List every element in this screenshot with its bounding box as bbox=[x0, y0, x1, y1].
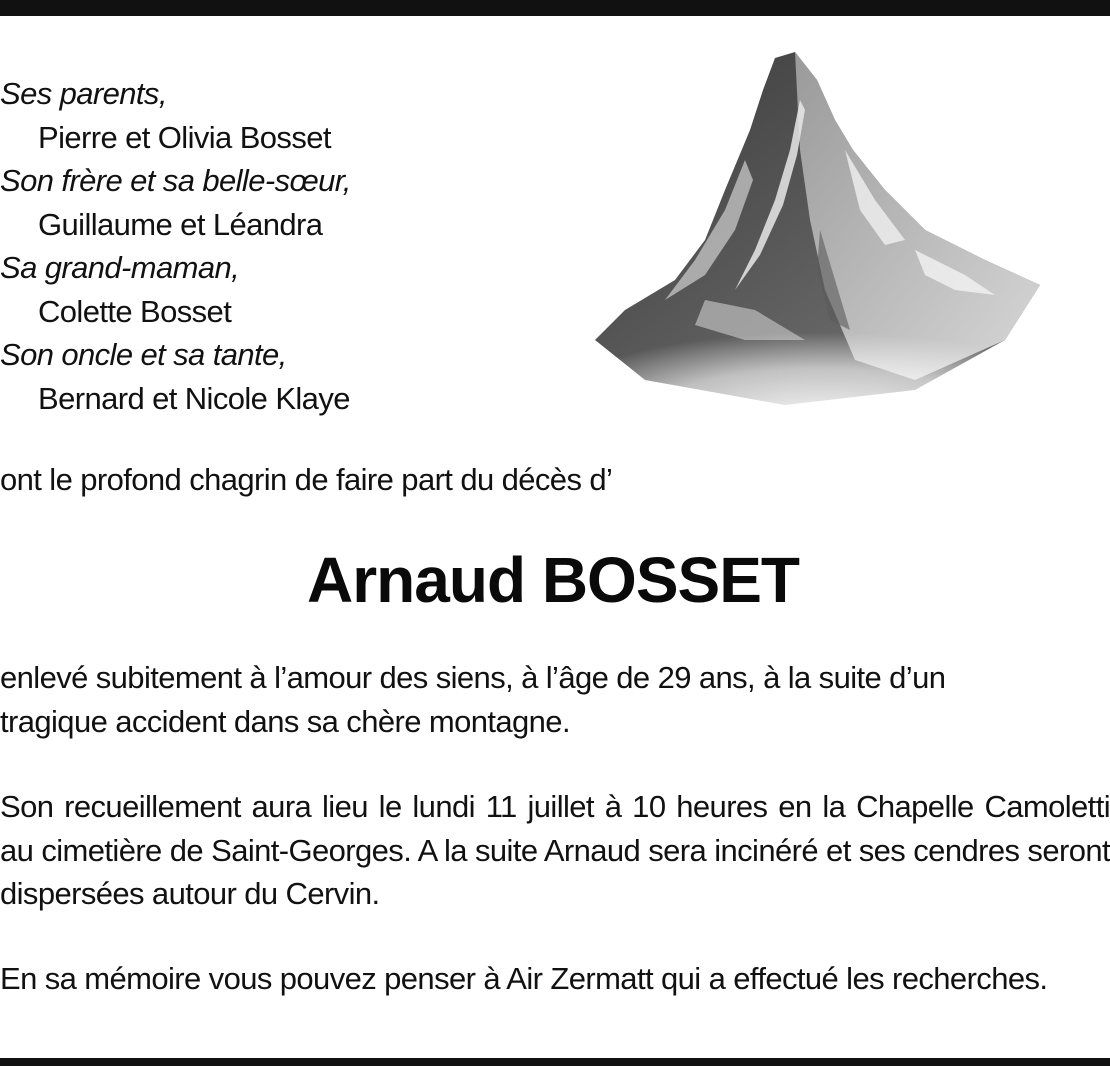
family-names: Guillaume et Léandra bbox=[38, 206, 323, 242]
family-relation: Sa grand-maman, bbox=[0, 250, 240, 285]
family-names: Bernard et Nicole Klaye bbox=[38, 380, 350, 416]
bottom-border-rule bbox=[0, 1058, 1110, 1066]
paragraph-ceremony: Son recueillement aura lieu le lundi 11 juillet à 10 heures en la Chapelle Camoletti au cimetière de Saint-Georges. A la suite Arnaud sera incinéré et ses cendres seront dispersées autour du Cervin. bbox=[0, 789, 1110, 911]
paragraph-circumstances: enlevé subitement à l’amour des siens, à l’âge de 29 ans, à la suite d’un tragique accident dans sa chère montagne. bbox=[0, 660, 946, 739]
family-names: Pierre et Olivia Bosset bbox=[38, 119, 331, 155]
mountain-image bbox=[585, 40, 1055, 430]
family-relation: Son frère et sa belle-sœur, bbox=[0, 163, 351, 198]
family-names: Colette Bosset bbox=[38, 293, 232, 329]
family-relation: Son oncle et sa tante, bbox=[0, 337, 287, 372]
announcement-line: ont le profond chagrin de faire part du décès d’ bbox=[0, 462, 613, 497]
family-relation: Ses parents, bbox=[0, 76, 167, 111]
paragraph-memorial: En sa mémoire vous pouvez penser à Air Zermatt qui a effectué les recherches. bbox=[0, 961, 1048, 996]
deceased-name: Arnaud BOSSET bbox=[307, 544, 799, 616]
family-list bbox=[0, 72, 560, 420]
top-border-rule bbox=[0, 0, 1110, 16]
